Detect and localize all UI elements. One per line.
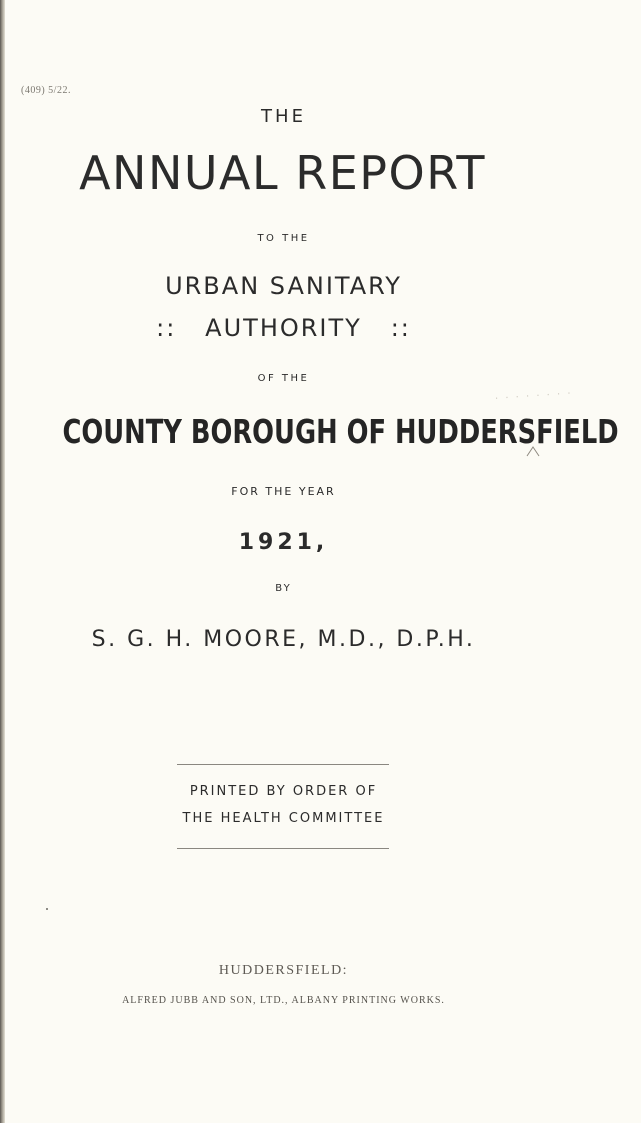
- authority-line-1: URBAN SANITARY: [165, 272, 402, 300]
- paper-speck: [46, 908, 48, 910]
- divider-top: [177, 764, 389, 765]
- heading-the: THE: [261, 106, 306, 127]
- caret-mark-icon: [526, 445, 540, 457]
- for-the-year-label: FOR THE YEAR: [231, 485, 336, 498]
- printer-imprint: ALFRED JUBB AND SON, LTD., ALBANY PRINTING WORKS.: [122, 995, 445, 1006]
- to-the-label: TO THE: [257, 233, 310, 244]
- divider-bottom: [177, 848, 389, 849]
- reference-code: (409) 5/22.: [21, 85, 71, 96]
- borough-name: COUNTY BOROUGH OF HUDDERSFIELD: [62, 412, 619, 451]
- of-the-label: OF THE: [257, 373, 310, 384]
- author-name: S. G. H. MOORE, M.D., D.P.H.: [91, 627, 476, 652]
- printed-by-line-1: PRINTED BY ORDER OF: [189, 784, 378, 799]
- report-title: ANNUAL REPORT: [79, 146, 486, 200]
- by-label: BY: [275, 583, 292, 594]
- pencil-annotation: · · · · · · · ·: [494, 388, 573, 405]
- authority-line-2: :: AUTHORITY ::: [156, 314, 411, 342]
- place-of-printing: HUDDERSFIELD:: [218, 963, 349, 978]
- printed-by-line-2: THE HEALTH COMMITTEE: [182, 811, 385, 826]
- report-year: 1921,: [238, 530, 329, 555]
